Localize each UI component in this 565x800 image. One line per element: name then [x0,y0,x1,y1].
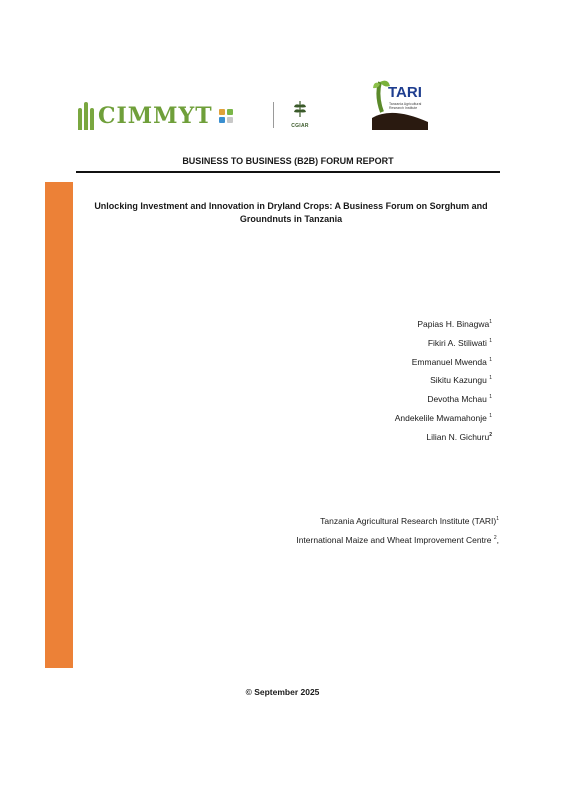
affiliation-line [296,529,499,548]
cgiar-logo [287,100,313,129]
author-line [395,388,492,407]
author-name: Emmanuel Mwenda [411,356,490,367]
logo-divider [273,102,274,128]
author-affiliation-mark: 1 [489,319,492,325]
author-list [395,313,492,445]
accent-bar [45,182,73,668]
affiliation-mark: 2 [493,534,497,541]
report-type-heading: BUSINESS TO BUSINESS (B2B) FORUM REPORT [182,156,394,166]
author-line [395,351,492,370]
author-line [395,313,492,332]
author-name: Lilian N. Gichuru [426,431,490,442]
tari-tagline: Tanzania Agricultural Research Institute [389,102,422,110]
cgiar-wordmark: CGIAR [291,123,309,129]
affiliation-text: Tanzania Agricultural Research Institute (TARI) [320,516,497,526]
author-line [395,369,492,388]
affiliation-text: International Maize and Wheat Improvement Centre [296,534,494,545]
author-name: Papias H. Binagwa [417,319,490,329]
author-affiliation-mark: 1 [489,375,492,382]
author-name: Devotha Mchau [427,394,490,405]
author-affiliation-mark: 2 [489,431,492,438]
author-affiliation-mark: 1 [489,337,492,344]
cimmyt-wordmark: CIMMYT [98,103,213,129]
wheat-icon [78,102,94,130]
report-date: © September 2025 [245,687,320,697]
cimmyt-dots-icon [219,109,233,123]
author-name: Fikiri A. Stiliwati [427,337,490,348]
affiliation-mark: 1 [496,516,499,522]
affiliation-line [296,510,499,529]
affiliation-suffix: , [496,534,499,545]
cgiar-leaf-icon [292,100,308,118]
author-line [395,426,492,445]
author-line [395,407,492,426]
author-affiliation-mark: 1 [489,412,492,419]
report-title: Unlocking Investment and Innovation in Dryland Crops: A Business Forum on Sorghum and Groundnuts in Tanzania [94,201,488,224]
author-affiliation-mark: 1 [489,356,492,363]
author-line [395,332,492,351]
author-name: Andekelile Mwamahonje [394,412,490,423]
tari-wordmark: TARI [388,84,422,101]
cimmyt-logo [78,100,233,132]
author-affiliation-mark: 1 [489,394,492,401]
tari-logo [372,76,428,130]
author-name: Sikitu Kazungu [430,375,490,386]
affiliation-list [296,510,499,547]
title-rule [76,171,500,173]
